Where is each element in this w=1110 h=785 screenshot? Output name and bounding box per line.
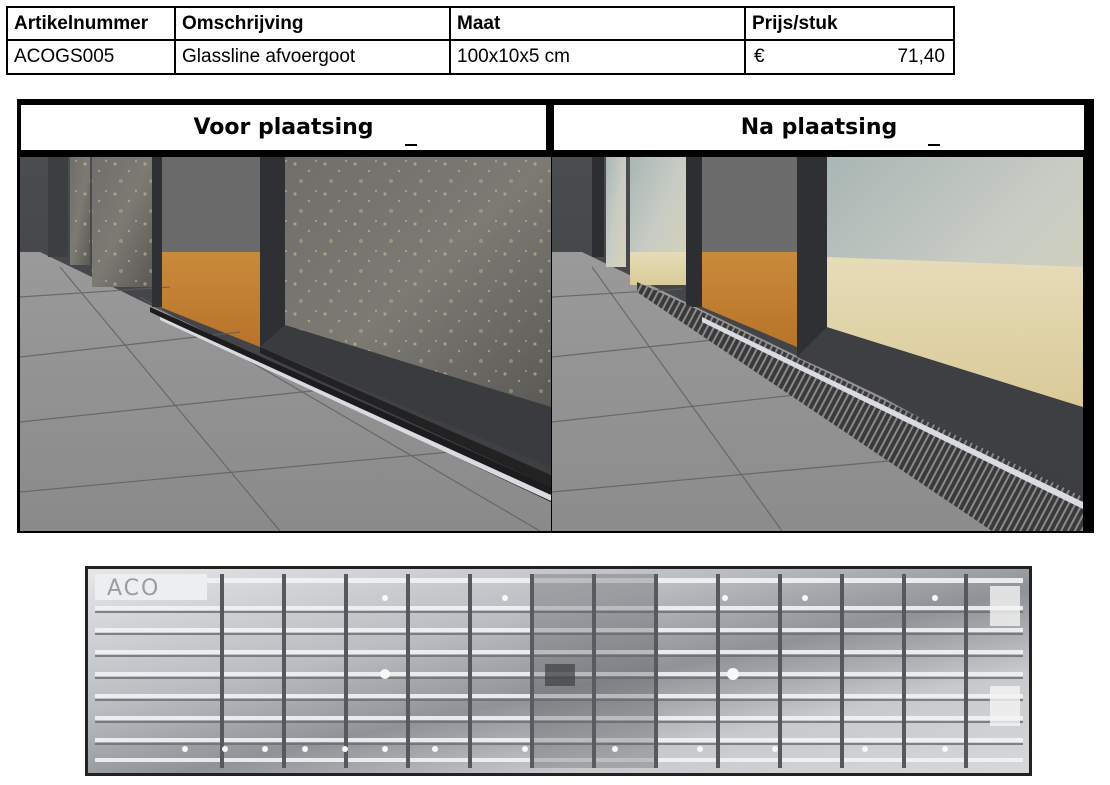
cell-article-number: ACOGS005 xyxy=(7,40,175,74)
aco-logo: ACO xyxy=(107,576,161,601)
price-amount: 71,40 xyxy=(897,46,945,67)
label-dash-mark xyxy=(928,144,940,146)
header-price: Prijs/stuk xyxy=(745,7,954,40)
cell-description: Glassline afvoergoot xyxy=(175,40,450,74)
cell-size: 100x10x5 cm xyxy=(450,40,745,74)
cell-price xyxy=(745,40,954,74)
header-article-number: Artikelnummer xyxy=(7,7,175,40)
after-installation-photo xyxy=(552,157,1083,531)
label-dash-mark xyxy=(405,144,417,146)
product-table xyxy=(6,6,955,75)
drain-grating-photo xyxy=(85,566,1032,776)
comparison-panel xyxy=(17,99,1094,533)
after-label: Na plaatsing xyxy=(740,115,898,140)
currency-symbol: € xyxy=(754,46,765,67)
table-header-row xyxy=(7,7,954,40)
before-label: Voor plaatsing xyxy=(193,115,374,140)
table-row xyxy=(7,40,954,74)
after-label-box xyxy=(554,105,1084,150)
header-size: Maat xyxy=(450,7,745,40)
before-installation-photo xyxy=(20,157,551,531)
header-description: Omschrijving xyxy=(175,7,450,40)
before-label-box xyxy=(21,105,546,150)
